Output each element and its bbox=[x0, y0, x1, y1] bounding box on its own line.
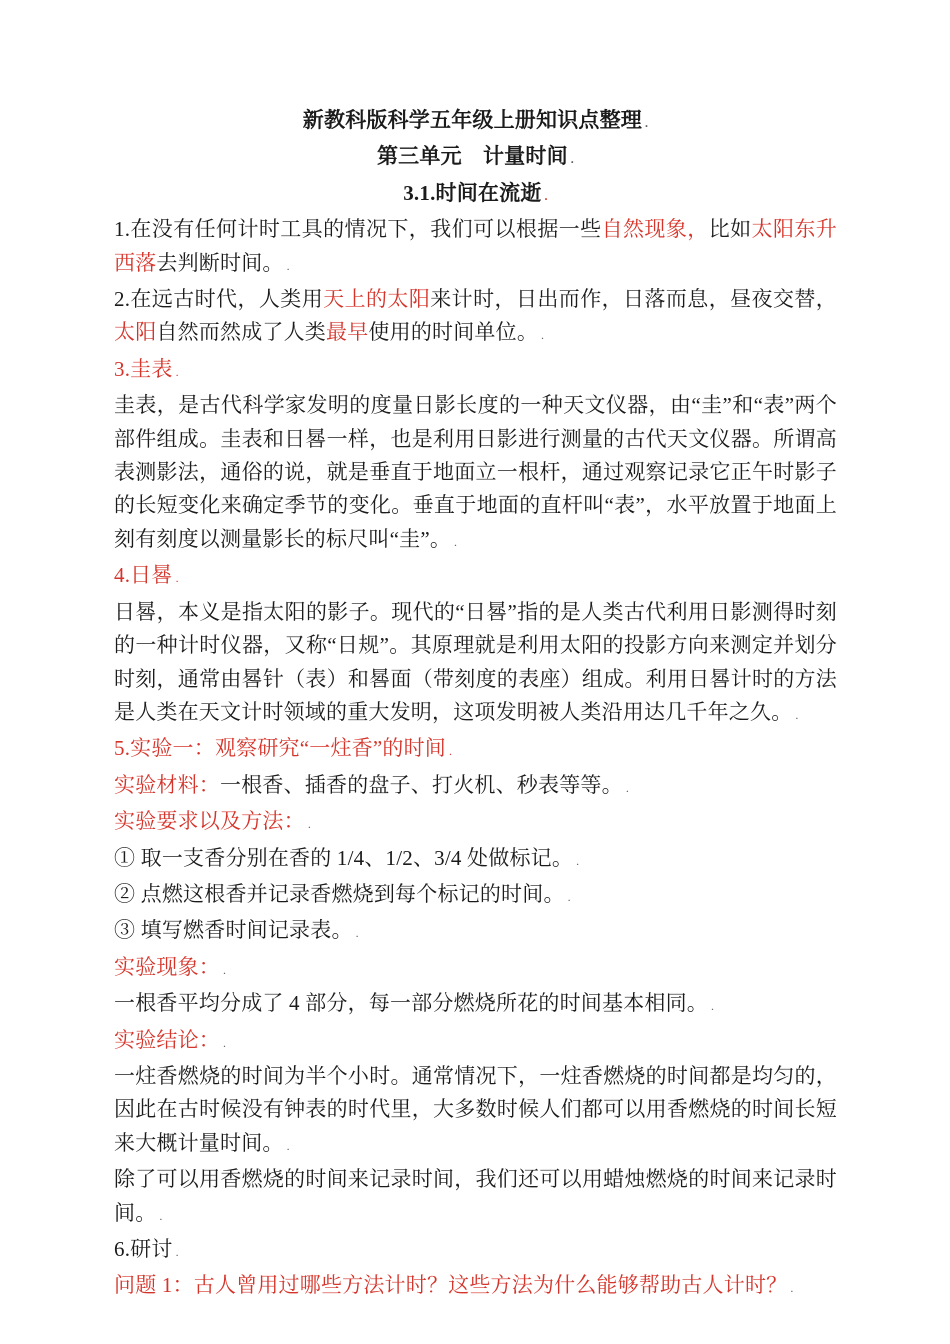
text-run: 4.日晷 bbox=[114, 563, 173, 588]
text-run: ② 点燃这根香并记录香燃烧到每个标记的时间。 bbox=[114, 881, 565, 906]
paragraph-end-mark: . bbox=[223, 962, 227, 977]
paragraph-end-mark: . bbox=[286, 258, 290, 273]
paragraph-end-mark: . bbox=[711, 999, 715, 1014]
text-run: 来计时，日出而作，日落而息，昼夜交替， bbox=[430, 287, 838, 312]
paragraph-end-mark: . bbox=[175, 364, 179, 379]
text-run: 1.在没有任何计时工具的情况下，我们可以根据一些 bbox=[114, 217, 602, 242]
text-run: 一根香、插香的盘子、打火机、秒表等等。 bbox=[220, 772, 623, 797]
text-run: 太阳 bbox=[114, 320, 157, 345]
text-run: 第三单元 计量时间 bbox=[376, 144, 568, 169]
text-run: 自然现象， bbox=[601, 217, 709, 242]
heading-experiment-conclusion bbox=[114, 1024, 837, 1060]
doc-title bbox=[114, 104, 837, 140]
paragraph-experiment-materials bbox=[114, 769, 837, 805]
text-run: ① 取一支香分别在香的 1/4、1/2、3/4 处做标记。 bbox=[114, 845, 574, 870]
paragraph-end-mark: . bbox=[570, 152, 574, 167]
text-run: 3.1.时间在流逝 bbox=[403, 180, 542, 205]
text-run: 问题 1：古人曾用过哪些方法计时？这些方法为什么能够帮助古人计时？ bbox=[114, 1273, 788, 1298]
paragraph-candle bbox=[114, 1163, 837, 1233]
paragraph-end-mark: . bbox=[454, 534, 458, 549]
text-run: 5.实验一：观察研究“一炷香”的时间 bbox=[114, 736, 446, 761]
paragraph-end-mark: . bbox=[355, 926, 359, 941]
paragraph-guibiao bbox=[114, 389, 837, 559]
text-run: 一炷香燃烧的时间为半个小时。通常情况下，一炷香燃烧的时间都是均匀的，因此在古时候没有钟表的时代里，大多数时候人们都可以用香燃烧的时间长短来大概计量时间。 bbox=[114, 1063, 837, 1155]
text-run: ③ 填写燃香时间记录表。 bbox=[114, 918, 353, 943]
text-run: 自然而然成了人类 bbox=[156, 320, 327, 345]
text-run: 6.研讨 bbox=[114, 1237, 173, 1261]
text-run: 最早 bbox=[326, 320, 369, 345]
paragraph-end-mark: . bbox=[223, 1035, 227, 1050]
paragraph-step-1 bbox=[114, 842, 837, 878]
paragraph-point-2 bbox=[114, 283, 837, 353]
text-run: 实验要求以及方法： bbox=[114, 809, 305, 834]
paragraph-end-mark: . bbox=[159, 1208, 163, 1223]
paragraph-end-mark: . bbox=[307, 817, 312, 832]
text-run: 新教科版科学五年级上册知识点整理 bbox=[302, 108, 642, 132]
paragraph-end-mark: . bbox=[175, 571, 179, 586]
paragraph-phenomenon bbox=[114, 987, 837, 1023]
heading-point-5-experiment bbox=[114, 732, 837, 768]
text-run: 实验结论： bbox=[114, 1027, 220, 1052]
text-run: 使用的时间单位。 bbox=[368, 320, 539, 345]
heading-experiment-phenomenon bbox=[114, 951, 837, 987]
text-run: 除了可以用香燃烧的时间来记录时间，我们还可以用蜡烛燃烧的时间来记录时间。 bbox=[114, 1167, 837, 1225]
paragraph-step-2 bbox=[114, 878, 837, 914]
heading-experiment-method bbox=[114, 805, 837, 841]
paragraph-rigui bbox=[114, 596, 837, 733]
text-run: 天上的太阳 bbox=[323, 287, 431, 312]
paragraph-question-1 bbox=[114, 1269, 837, 1305]
text-run: 实验现象： bbox=[114, 954, 220, 979]
text-run: 日晷，本义是指太阳的影子。现代的“日晷”指的是人类古代利用日影测得时刻的一种计时仪器，又称“日规”。其原理就是利用太阳的投影方向来测定并划分时刻，通常由晷针（表）和晷面（带刻度的表座）组成。利用日晷计时的方法是人类在天文计时领域的重大发明，这项发明被人类沿用达几千年之久。 bbox=[114, 599, 837, 724]
heading-point-3-guibiao bbox=[114, 353, 837, 389]
text-run: 实验材料： bbox=[114, 772, 220, 797]
paragraph-end-mark: . bbox=[795, 707, 799, 722]
paragraph-step-3 bbox=[114, 914, 837, 950]
paragraph-end-mark: . bbox=[541, 328, 545, 343]
heading-point-6-discussion bbox=[114, 1233, 837, 1269]
text-run: 太阳东升西落 bbox=[114, 217, 837, 275]
text-run: 3.圭表 bbox=[114, 356, 173, 381]
paragraph-point-1 bbox=[114, 213, 837, 283]
paragraph-end-mark: . bbox=[625, 780, 630, 795]
paragraph-end-mark: . bbox=[286, 1138, 290, 1153]
text-run: 一根香平均分成了 4 部分，每一部分燃烧所花的时间基本相同。 bbox=[114, 991, 708, 1016]
paragraph-end-mark: . bbox=[576, 853, 580, 868]
paragraph-end-mark: . bbox=[790, 1281, 794, 1296]
heading-point-4-rigui bbox=[114, 559, 837, 595]
text-run: 去判断时间。 bbox=[156, 250, 284, 275]
paragraph-end-mark: . bbox=[645, 116, 649, 130]
paragraph-end-mark: . bbox=[544, 188, 548, 203]
paragraph-conclusion bbox=[114, 1060, 837, 1163]
unit-heading bbox=[114, 140, 837, 176]
paragraph-end-mark: . bbox=[449, 744, 453, 759]
lesson-heading bbox=[114, 177, 837, 213]
text-run: 比如 bbox=[708, 217, 752, 242]
paragraph-end-mark: . bbox=[175, 1245, 179, 1259]
text-run: 圭表，是古代科学家发明的度量日影长度的一种天文仪器，由“圭”和“表”两个部件组成。圭表和日晷一样，也是利用日影进行测量的古代天文仪器。所谓高表测影法，通俗的说，就是垂直于地面立一根杆，通过观察记录它正午时影子的长短变化来确定季节的变化。垂直于地面的直杆叫“表”，水平放置于地面上刻有刻度以测量影长的标尺叫“圭”。 bbox=[114, 393, 837, 551]
document-body bbox=[114, 104, 837, 1306]
text-run: 2.在远古时代，人类用 bbox=[114, 287, 324, 312]
paragraph-end-mark: . bbox=[567, 889, 571, 904]
